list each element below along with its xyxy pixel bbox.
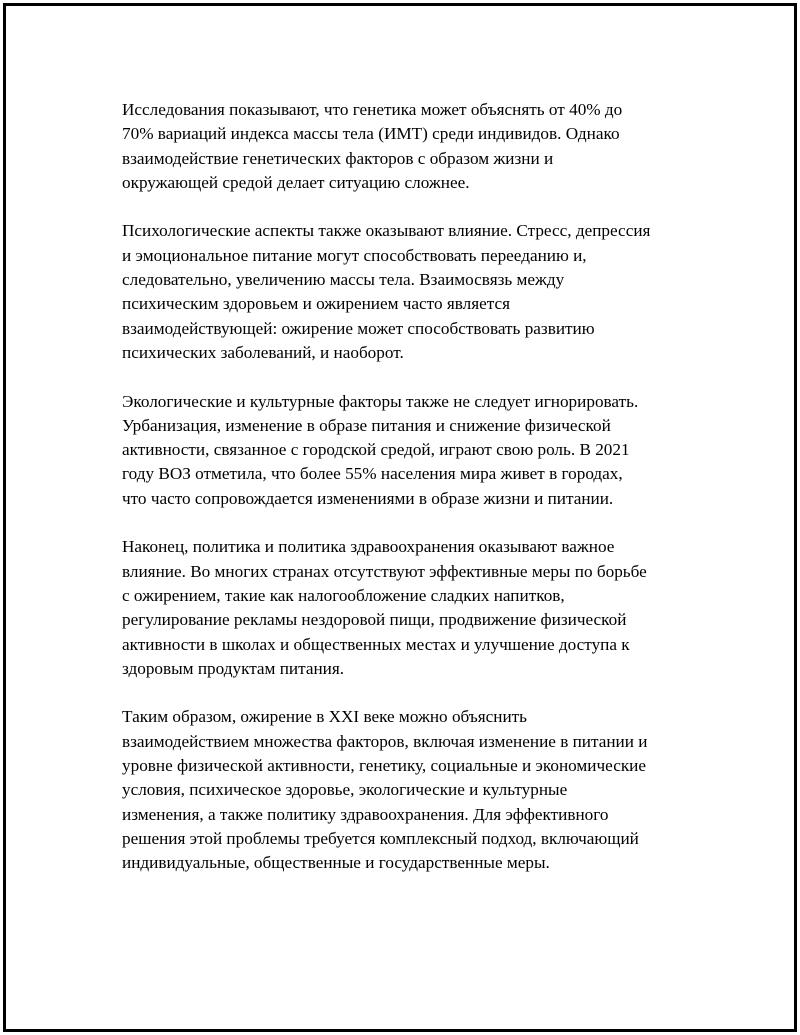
paragraph-policy: [122, 535, 702, 681]
text-line: что часто сопровождается изменениями в образе жизни и питании.: [122, 488, 614, 508]
text-line: активности в школах и общественных местах и улучшение доступа к: [122, 634, 630, 654]
text-line: решения этой проблемы требуется комплексный подход, включающий: [122, 828, 639, 848]
text-line: влияние. Во многих странах отсутствуют эффективные меры по борьбе: [122, 561, 647, 581]
text-line: взаимодействие генетических факторов с образом жизни и: [122, 148, 554, 168]
text-line: взаимодействующей: ожирение может способствовать развитию: [122, 318, 595, 338]
text-line: и эмоциональное питание могут способствовать перееданию и,: [122, 245, 587, 265]
text-line: Наконец, политика и политика здравоохранения оказывают важное: [122, 537, 615, 557]
text-line: психических заболеваний, и наоборот.: [122, 342, 404, 362]
text-line: условия, психическое здоровье, экологические и культурные: [122, 780, 568, 800]
text-line: психическим здоровьем и ожирением часто является: [122, 294, 511, 314]
text-line: взаимодействием множества факторов, включая изменение в питании и: [122, 731, 648, 751]
text-line: здоровым продуктам питания.: [122, 658, 345, 678]
text-line: Таким образом, ожирение в XXI веке можно объяснить: [122, 707, 528, 727]
text-line: уровне физической активности, генетику, социальные и экономические: [122, 756, 646, 776]
page-frame: [3, 3, 797, 1032]
text-line: Урбанизация, изменение в образе питания и снижение физической: [122, 415, 611, 435]
document-body: [122, 98, 702, 900]
text-line: следовательно, увеличению массы тела. Взаимосвязь между: [122, 270, 565, 290]
paragraph-genetics: [122, 98, 702, 195]
text-line: 70% вариаций индекса массы тела (ИМТ) среди индивидов. Однако: [122, 124, 620, 144]
text-line: Психологические аспекты также оказывают влияние. Стресс, депрессия: [122, 221, 651, 241]
text-line: с ожирением, такие как налогообложение сладких напитков,: [122, 585, 565, 605]
text-line: окружающей средой делает ситуацию сложнее.: [122, 172, 470, 192]
text-line: Экологические и культурные факторы также не следует игнорировать.: [122, 391, 639, 411]
text-line: активности, связанное с городской средой, играют свою роль. В 2021: [122, 440, 630, 460]
text-line: индивидуальные, общественные и государственные меры.: [122, 853, 550, 873]
paragraph-conclusion: [122, 705, 702, 875]
paragraph-ecology: [122, 390, 702, 511]
text-line: году ВОЗ отметила, что более 55% населения мира живет в городах,: [122, 464, 623, 484]
text-line: изменения, а также политику здравоохранения. Для эффективного: [122, 804, 609, 824]
text-line: регулирование рекламы нездоровой пищи, продвижение физической: [122, 610, 627, 630]
text-line: Исследования показывают, что генетика может объяснять от 40% до: [122, 100, 623, 119]
paragraph-psychology: [122, 219, 702, 365]
